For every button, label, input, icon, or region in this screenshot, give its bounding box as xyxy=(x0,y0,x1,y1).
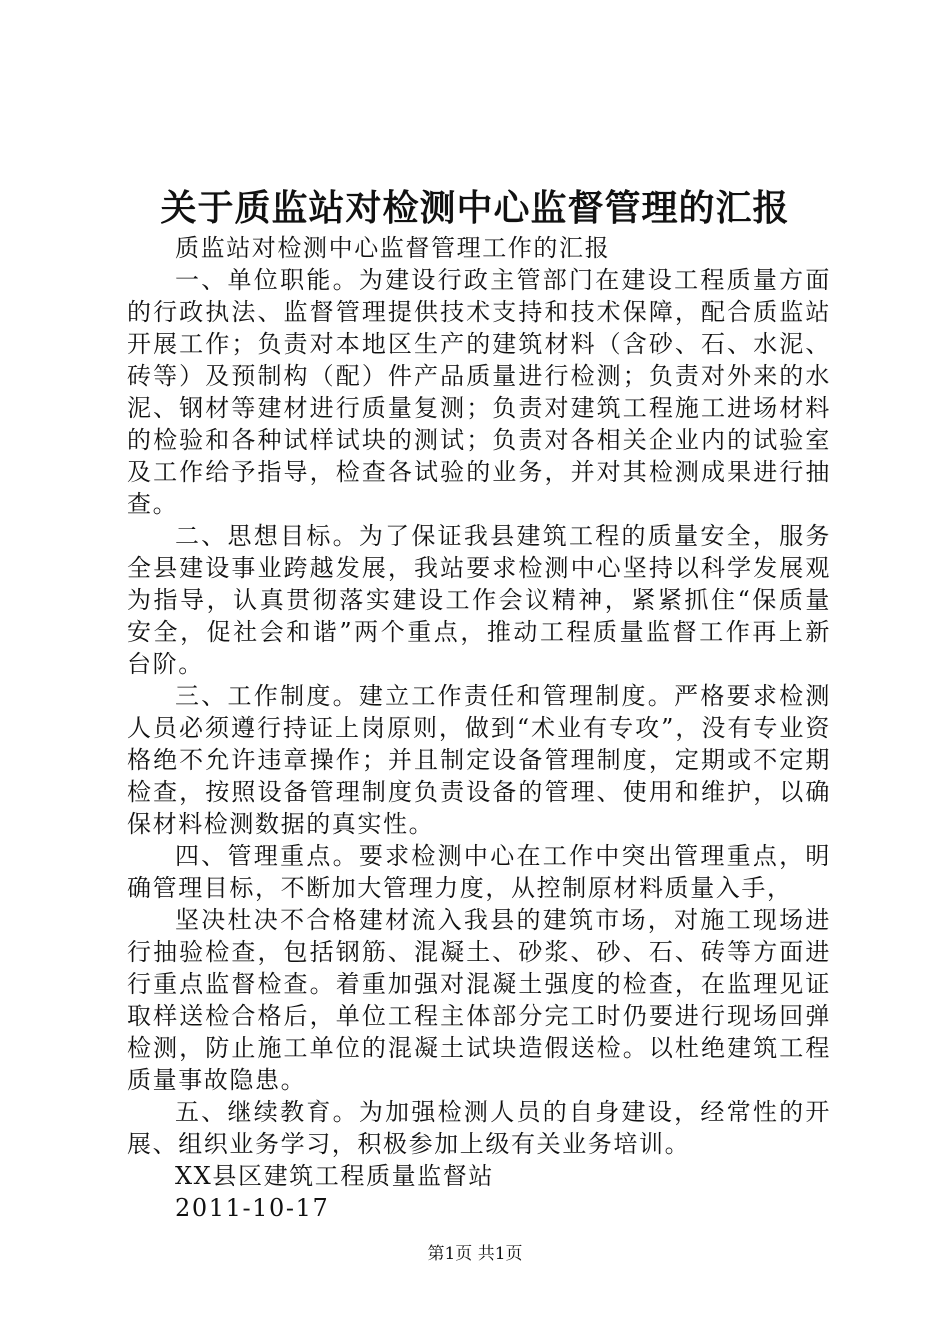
document-subtitle: 质监站对检测中心监督管理工作的汇报 xyxy=(175,234,611,262)
signature-date: 2011-10-17 xyxy=(175,1194,330,1222)
document-body xyxy=(127,232,831,1224)
signature-org: XX县区建筑工程质量监督站 xyxy=(175,1162,494,1190)
paragraph-inspection: 坚决杜决不合格建材流入我县的建筑市场，对施工现场进行抽验检查，包括钢筋、混凝土、砂浆、砂、石、砖等方面进行重点监督检查。着重加强对混凝土强度的检查，在监理见证取样送检合格后，单位工程主体部分完工时仍要进行现场回弹检测，防止施工单位的混凝土试块造假送检。以杜绝建筑工程质量事故隐患。 xyxy=(127,906,831,1094)
document-title: 关于质监站对检测中心监督管理的汇报 xyxy=(160,187,790,229)
paragraph-education: 五、继续教育。为加强检测人员的自身建设，经常性的开展、组织业务学习，积极参加上级有关业务培训。 xyxy=(127,1098,831,1158)
paragraph-unit-functions: 一、单位职能。为建设行政主管部门在建设工程质量方面的行政执法、监督管理提供技术支持和技术保障，配合质监站开展工作；负责对本地区生产的建筑材料（含砂、石、水泥、砖等）及预制构（配）件产品质量进行检测；负责对外来的水泥、钢材等建材进行质量复测；负责对建筑工程施工进场材料的检验和各种试样试块的测试；负责对各相关企业内的试验室及工作给予指导，检查各试验的业务，并对其检测成果进行抽查。 xyxy=(127,266,831,518)
page-footer: 第1页 共1页 xyxy=(427,1244,523,1264)
paragraph-work-system: 三、工作制度。建立工作责任和管理制度。严格要求检测人员必须遵行持证上岗原则，做到“术业有专攻”，没有专业资格绝不允许违章操作；并且制定设备管理制度，定期或不定期检查，按照设备管理制度负责设备的管理、使用和维护，以确保材料检测数据的真实性。 xyxy=(127,682,831,838)
paragraph-goals: 二、思想目标。为了保证我县建筑工程的质量安全，服务全县建设事业跨越发展，我站要求检测中心坚持以科学发展观为指导，认真贯彻落实建设工作会议精神，紧紧抓住“保质量安全，促社会和谐”两个重点，推动工程质量监督工作再上新台阶。 xyxy=(127,522,831,678)
paragraph-management-focus: 四、管理重点。要求检测中心在工作中突出管理重点，明确管理目标，不断加大管理力度，从控制原材料质量入手， xyxy=(127,842,831,902)
